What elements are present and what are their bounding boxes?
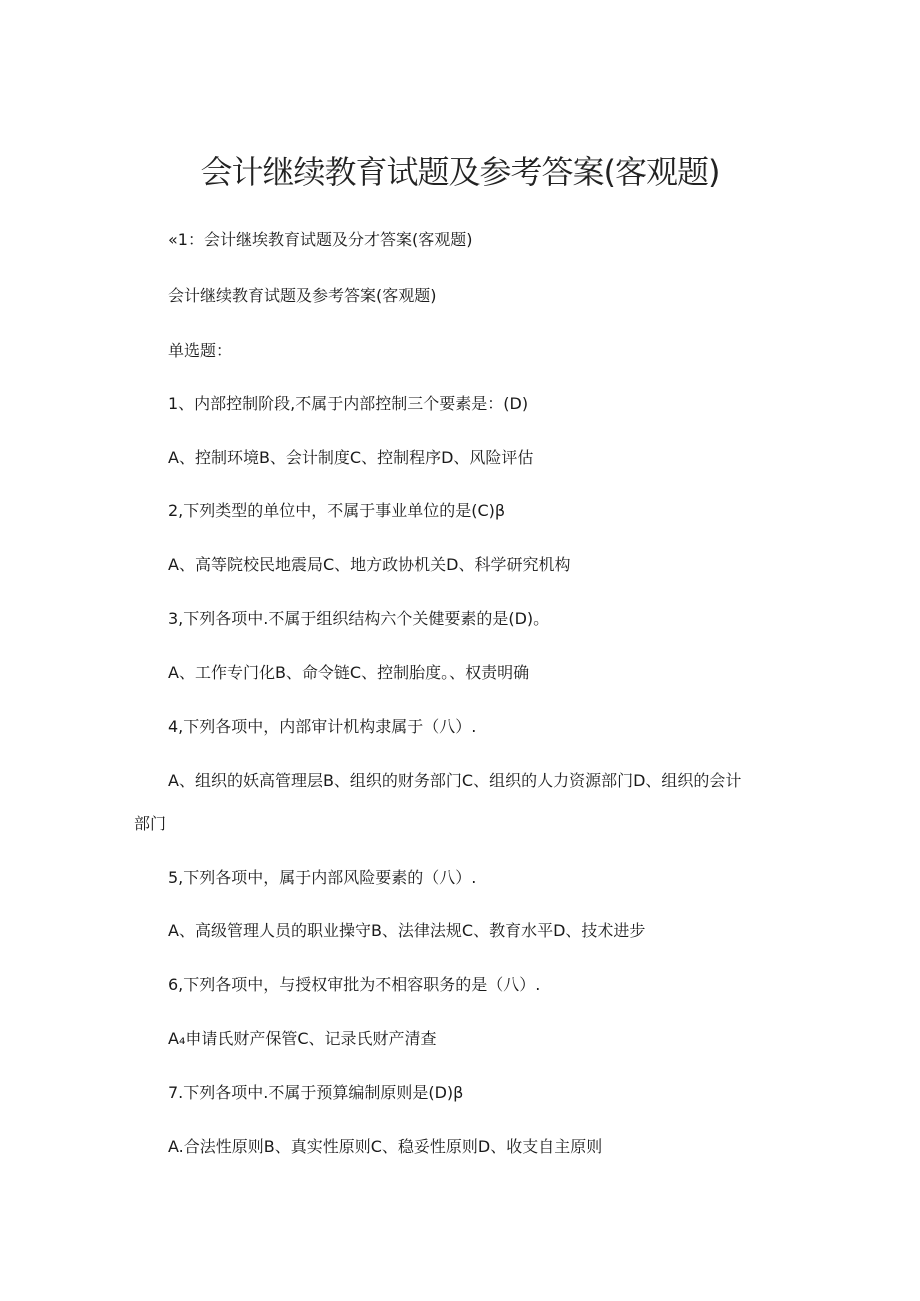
options-6: A₄申请氏财产保管C、记录氏财产清查 — [168, 1029, 437, 1048]
options-2: A、高等院校民地震局C、地方政协机关D、科学研究机构 — [168, 555, 571, 574]
heading-line: 会计继续教育试题及参考答案(客观题) — [168, 286, 437, 305]
options-4-continued: 部门 — [134, 814, 167, 833]
question-4: 4,下列各项中，内部审计机构隶属于（八）. — [168, 717, 477, 736]
question-6: 6,下列各项中，与授权审批为不相容职务的是（八）. — [168, 975, 541, 994]
question-3: 3,下列各项中.不属于组织结构六个关健要素的是(D)。 — [168, 609, 550, 628]
section-label: 单选题： — [168, 341, 233, 360]
document-title: 会计继续教育试题及参考答案(客观题) — [200, 153, 720, 191]
options-7: A.合法性原则B、真实性原则C、稳妥性原则D、收支自主原则 — [168, 1137, 603, 1156]
options-5: A、高级管理人员的职业操守B、法律法规C、教育水平D、技术进步 — [168, 921, 646, 940]
options-3: A、工作专门化B、命令链C、控制胎度。、权责明确 — [168, 663, 530, 682]
question-5: 5,下列各项中，属于内部风险要素的（八）. — [168, 868, 477, 887]
question-7: 7.下列各项中.不属于预算编制原则是(D)β — [168, 1083, 464, 1102]
question-2: 2,下列类型的单位中，不属于事业单位的是(C)β — [168, 501, 506, 520]
subtitle-line: «1：会计继埃教育试题及分才答案(客观题) — [168, 230, 473, 249]
options-1: A、控制环境B、会计制度C、控制程序D、风险评估 — [168, 448, 534, 467]
question-1: 1、内部控制阶段,不属于内部控制三个要素是：(D) — [168, 394, 529, 413]
options-4: A、组织的妖高管理层B、组织的财务部门C、组织的人力资源部门D、组织的会计 — [168, 771, 742, 790]
